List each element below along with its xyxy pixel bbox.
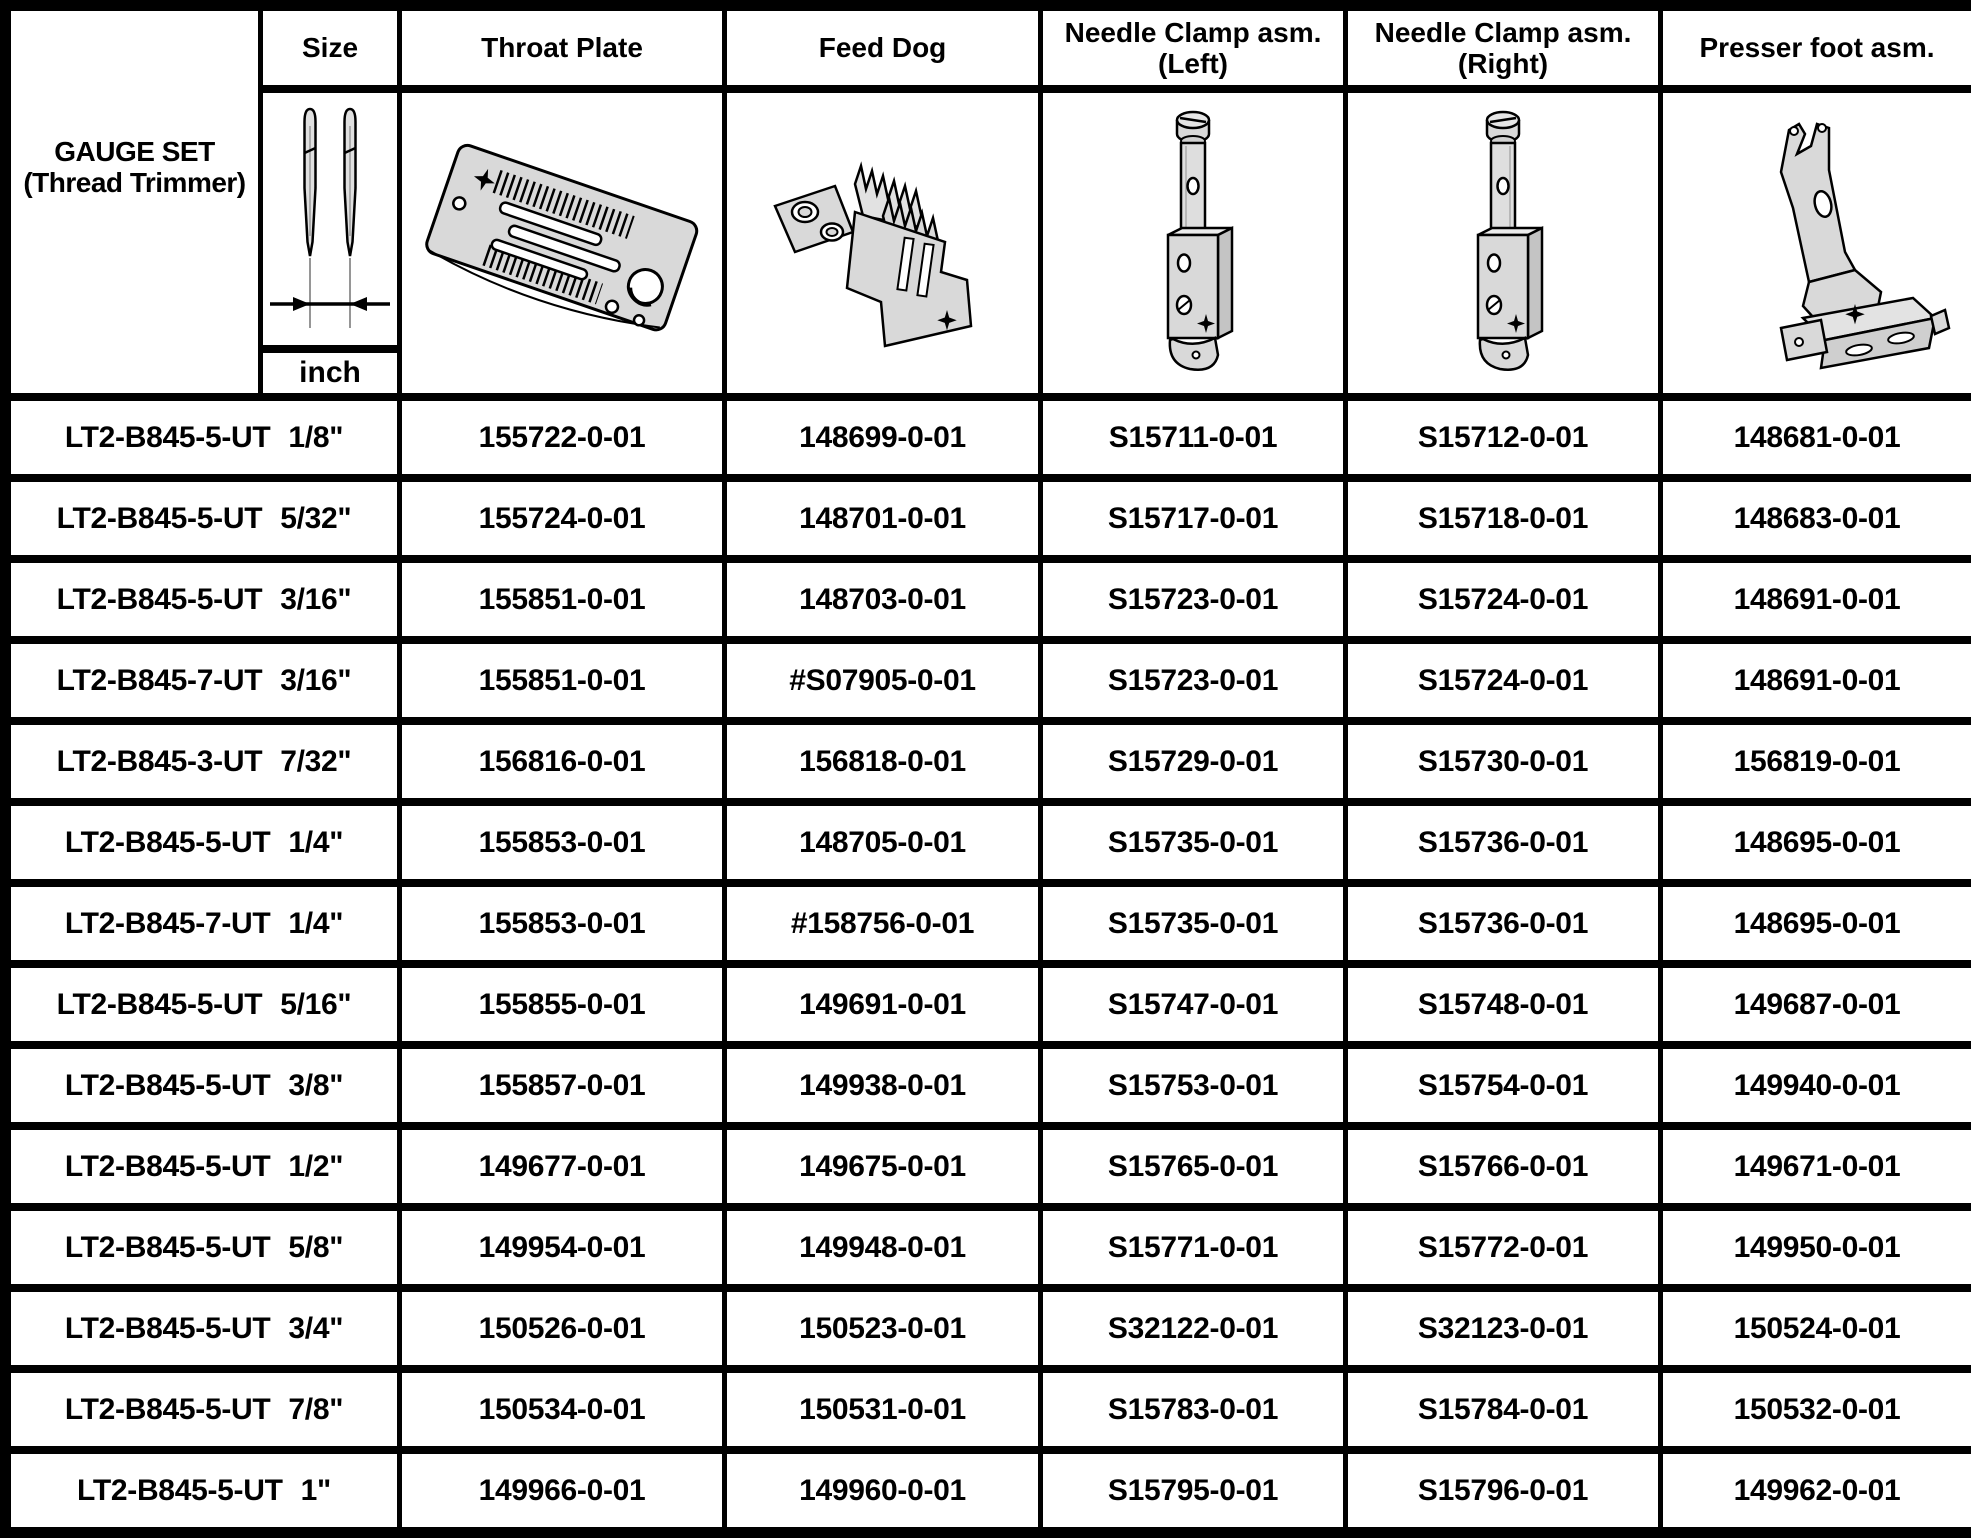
parts-table-body xyxy=(6,397,1971,1533)
presser-foot-part-number: 149962-0-01 xyxy=(1661,1450,1971,1533)
feed-dog-part-number: 149960-0-01 xyxy=(725,1450,1041,1533)
column-header-label: Presser foot asm. xyxy=(1699,32,1935,64)
column-header-label: Needle Clamp asm. xyxy=(1064,16,1322,48)
gauge-set-header-cell xyxy=(6,6,261,398)
needle-clamp-right-part-number: S15796-0-01 xyxy=(1346,1450,1661,1533)
table-row xyxy=(6,802,1971,883)
needle-clamp-right-illustration-cell xyxy=(1346,89,1661,397)
gauge-size: 1/4" xyxy=(288,906,344,940)
presser-foot-part-number: 150524-0-01 xyxy=(1661,1288,1971,1369)
throat-plate-part-number: 155857-0-01 xyxy=(400,1045,725,1126)
needle-clamp-left-part-number: S15717-0-01 xyxy=(1041,478,1346,559)
table-row xyxy=(6,1126,1971,1207)
size-illustration-cell xyxy=(261,89,400,349)
presser-foot-part-number: 148695-0-01 xyxy=(1661,883,1971,964)
gauge-size: 1/2" xyxy=(288,1149,344,1183)
throat-plate-illustration xyxy=(408,121,716,365)
gauge-size: 5/32" xyxy=(280,501,352,535)
gauge-set-cell xyxy=(6,1045,400,1126)
column-header-label: Feed Dog xyxy=(818,32,947,64)
needle-clamp-right-part-number: S15772-0-01 xyxy=(1346,1207,1661,1288)
throat-plate-part-number: 156816-0-01 xyxy=(400,721,725,802)
throat-plate-part-number: 155853-0-01 xyxy=(400,802,725,883)
gauge-set-model: LT2-B845-5-UT xyxy=(64,1068,271,1102)
gauge-set-model: LT2-B845-5-UT xyxy=(64,825,271,859)
gauge-set-cell xyxy=(6,1126,400,1207)
needle-clamp-right-part-number: S15784-0-01 xyxy=(1346,1369,1661,1450)
gauge-size: 1/8" xyxy=(288,420,344,454)
gauge-set-title-line2: (Thread Trimmer) xyxy=(23,167,246,198)
gauge-set-cell xyxy=(6,1288,400,1369)
gauge-set-model: LT2-B845-7-UT xyxy=(64,906,271,940)
inch-label-cell: inch xyxy=(261,349,400,397)
presser-foot-part-number: 149950-0-01 xyxy=(1661,1207,1971,1288)
table-row xyxy=(6,559,1971,640)
needle-clamp-left-part-number: S15783-0-01 xyxy=(1041,1369,1346,1450)
feed-dog-part-number: 148703-0-01 xyxy=(725,559,1041,640)
gauge-set-cell xyxy=(6,721,400,802)
header-illustration-row xyxy=(6,89,1971,349)
feed-dog-part-number: 149691-0-01 xyxy=(725,964,1041,1045)
needle-clamp-right-part-number: S15730-0-01 xyxy=(1346,721,1661,802)
presser-foot-illustration xyxy=(1677,112,1957,374)
needle-clamp-right-part-number: S32123-0-01 xyxy=(1346,1288,1661,1369)
presser-foot-part-number: 150532-0-01 xyxy=(1661,1369,1971,1450)
needle-clamp-right-part-number: S15766-0-01 xyxy=(1346,1126,1661,1207)
column-header-presser-foot xyxy=(1661,6,1971,90)
presser-foot-part-number: 149671-0-01 xyxy=(1661,1126,1971,1207)
feed-dog-part-number: 150523-0-01 xyxy=(725,1288,1041,1369)
presser-foot-part-number: 148695-0-01 xyxy=(1661,802,1971,883)
gauge-size: 5/8" xyxy=(288,1230,344,1264)
gauge-set-title-line1: GAUGE SET xyxy=(54,135,215,167)
table-row xyxy=(6,1450,1971,1533)
needle-clamp-right-part-number: S15712-0-01 xyxy=(1346,397,1661,478)
presser-foot-illustration-cell xyxy=(1661,89,1971,397)
needle-clamp-right-part-number: S15724-0-01 xyxy=(1346,640,1661,721)
needle-clamp-right-part-number: S15754-0-01 xyxy=(1346,1045,1661,1126)
gauge-set-model: LT2-B845-5-UT xyxy=(64,1230,271,1264)
table-row xyxy=(6,964,1971,1045)
gauge-set-cell xyxy=(6,883,400,964)
feed-dog-part-number: 148705-0-01 xyxy=(725,802,1041,883)
feed-dog-part-number: 148701-0-01 xyxy=(725,478,1041,559)
header-title-row xyxy=(6,6,1971,90)
gauge-set-cell xyxy=(6,559,400,640)
feed-dog-part-number: 156818-0-01 xyxy=(725,721,1041,802)
gauge-size: 3/16" xyxy=(280,582,352,616)
column-header-feed-dog xyxy=(725,6,1041,90)
table-row xyxy=(6,1045,1971,1126)
presser-foot-part-number: 148683-0-01 xyxy=(1661,478,1971,559)
feed-dog-part-number: 149938-0-01 xyxy=(725,1045,1041,1126)
throat-plate-part-number: 155855-0-01 xyxy=(400,964,725,1045)
gauge-size: 1" xyxy=(300,1473,331,1507)
column-header-sub: (Left) xyxy=(1158,48,1228,79)
feed-dog-part-number: #158756-0-01 xyxy=(725,883,1041,964)
throat-plate-part-number: 150534-0-01 xyxy=(400,1369,725,1450)
throat-plate-part-number: 155853-0-01 xyxy=(400,883,725,964)
needle-clamp-left-part-number: S15753-0-01 xyxy=(1041,1045,1346,1126)
needle-clamp-right-part-number: S15748-0-01 xyxy=(1346,964,1661,1045)
feed-dog-part-number: 149675-0-01 xyxy=(725,1126,1041,1207)
needle-clamp-right-part-number: S15736-0-01 xyxy=(1346,883,1661,964)
throat-plate-part-number: 149954-0-01 xyxy=(400,1207,725,1288)
feed-dog-part-number: 150531-0-01 xyxy=(725,1369,1041,1450)
needle-clamp-right-part-number: S15718-0-01 xyxy=(1346,478,1661,559)
needle-clamp-right-part-number: S15724-0-01 xyxy=(1346,559,1661,640)
throat-plate-part-number: 155851-0-01 xyxy=(400,640,725,721)
presser-foot-part-number: 148691-0-01 xyxy=(1661,559,1971,640)
needle-clamp-left-part-number: S32122-0-01 xyxy=(1041,1288,1346,1369)
needle-clamp-left-part-number: S15723-0-01 xyxy=(1041,559,1346,640)
feed-dog-part-number: 148699-0-01 xyxy=(725,397,1041,478)
table-row xyxy=(6,1369,1971,1450)
column-header-needle-clamp-right xyxy=(1346,6,1661,90)
gauge-set-model: LT2-B845-5-UT xyxy=(56,582,263,616)
gauge-set-model: LT2-B845-5-UT xyxy=(64,1149,271,1183)
presser-foot-part-number: 148681-0-01 xyxy=(1661,397,1971,478)
presser-foot-part-number: 156819-0-01 xyxy=(1661,721,1971,802)
presser-foot-part-number: 148691-0-01 xyxy=(1661,640,1971,721)
gauge-set-cell xyxy=(6,1369,400,1450)
gauge-set-cell xyxy=(6,1450,400,1533)
needle-clamp-left-part-number: S15711-0-01 xyxy=(1041,397,1346,478)
gauge-size: 1/4" xyxy=(288,825,344,859)
gauge-set-model: LT2-B845-5-UT xyxy=(56,501,263,535)
throat-plate-illustration-cell xyxy=(400,89,725,397)
gauge-set-cell xyxy=(6,802,400,883)
gauge-set-model: LT2-B845-3-UT xyxy=(56,744,263,778)
needle-clamp-left-part-number: S15735-0-01 xyxy=(1041,802,1346,883)
needle-clamp-left-part-number: S15795-0-01 xyxy=(1041,1450,1346,1533)
table-row xyxy=(6,640,1971,721)
feed-dog-illustration-cell xyxy=(725,89,1041,397)
presser-foot-part-number: 149940-0-01 xyxy=(1661,1045,1971,1126)
gauge-size: 3/8" xyxy=(288,1068,344,1102)
needle-clamp-left-illustration-cell xyxy=(1041,89,1346,397)
column-header-size: Size xyxy=(261,6,400,90)
needle-clamp-left-part-number: S15771-0-01 xyxy=(1041,1207,1346,1288)
needle-clamp-left-part-number: S15729-0-01 xyxy=(1041,721,1346,802)
throat-plate-part-number: 149966-0-01 xyxy=(400,1450,725,1533)
gauge-size: 7/32" xyxy=(280,744,352,778)
needle-clamp-left-part-number: S15747-0-01 xyxy=(1041,964,1346,1045)
throat-plate-part-number: 155724-0-01 xyxy=(400,478,725,559)
gauge-set-model: LT2-B845-5-UT xyxy=(64,420,271,454)
gauge-set-cell xyxy=(6,478,400,559)
needle-clamp-left-part-number: S15765-0-01 xyxy=(1041,1126,1346,1207)
needle-clamp-right-part-number: S15736-0-01 xyxy=(1346,802,1661,883)
table-row xyxy=(6,1288,1971,1369)
gauge-size: 3/16" xyxy=(280,663,352,697)
gauge-set-model: LT2-B845-7-UT xyxy=(56,663,263,697)
throat-plate-part-number: 150526-0-01 xyxy=(400,1288,725,1369)
throat-plate-part-number: 149677-0-01 xyxy=(400,1126,725,1207)
needle-clamp-right-illustration xyxy=(1428,98,1578,388)
column-header-throat-plate xyxy=(400,6,725,90)
gauge-set-model: LT2-B845-5-UT xyxy=(56,987,263,1021)
gauge-size: 7/8" xyxy=(288,1392,344,1426)
gauge-size: 5/16" xyxy=(280,987,352,1021)
feed-dog-part-number: #S07905-0-01 xyxy=(725,640,1041,721)
gauge-set-cell xyxy=(6,397,400,478)
needle-clamp-left-part-number: S15735-0-01 xyxy=(1041,883,1346,964)
table-row xyxy=(6,1207,1971,1288)
needle-clamp-left-part-number: S15723-0-01 xyxy=(1041,640,1346,721)
table-row xyxy=(6,883,1971,964)
column-header-needle-clamp-left xyxy=(1041,6,1346,90)
throat-plate-part-number: 155851-0-01 xyxy=(400,559,725,640)
twin-needles-gauge-dimension-illustration xyxy=(264,96,396,342)
feed-dog-part-number: 149948-0-01 xyxy=(725,1207,1041,1288)
gauge-set-model: LT2-B845-5-UT xyxy=(64,1311,271,1345)
table-row xyxy=(6,721,1971,802)
table-row xyxy=(6,478,1971,559)
gauge-set-model: LT2-B845-5-UT xyxy=(64,1392,271,1426)
needle-clamp-left-illustration xyxy=(1118,98,1268,388)
column-header-label: Throat Plate xyxy=(481,32,643,64)
presser-foot-part-number: 149687-0-01 xyxy=(1661,964,1971,1045)
table-row xyxy=(6,397,1971,478)
gauge-set-cell xyxy=(6,1207,400,1288)
gauge-set-cell xyxy=(6,640,400,721)
gauge-size: 3/4" xyxy=(288,1311,344,1345)
gauge-set-cell xyxy=(6,964,400,1045)
column-header-label: Needle Clamp asm. xyxy=(1374,16,1632,48)
feed-dog-illustration xyxy=(733,120,1033,366)
gauge-set-model: LT2-B845-5-UT xyxy=(77,1473,283,1507)
throat-plate-part-number: 155722-0-01 xyxy=(400,397,725,478)
column-header-sub: (Right) xyxy=(1457,48,1549,79)
